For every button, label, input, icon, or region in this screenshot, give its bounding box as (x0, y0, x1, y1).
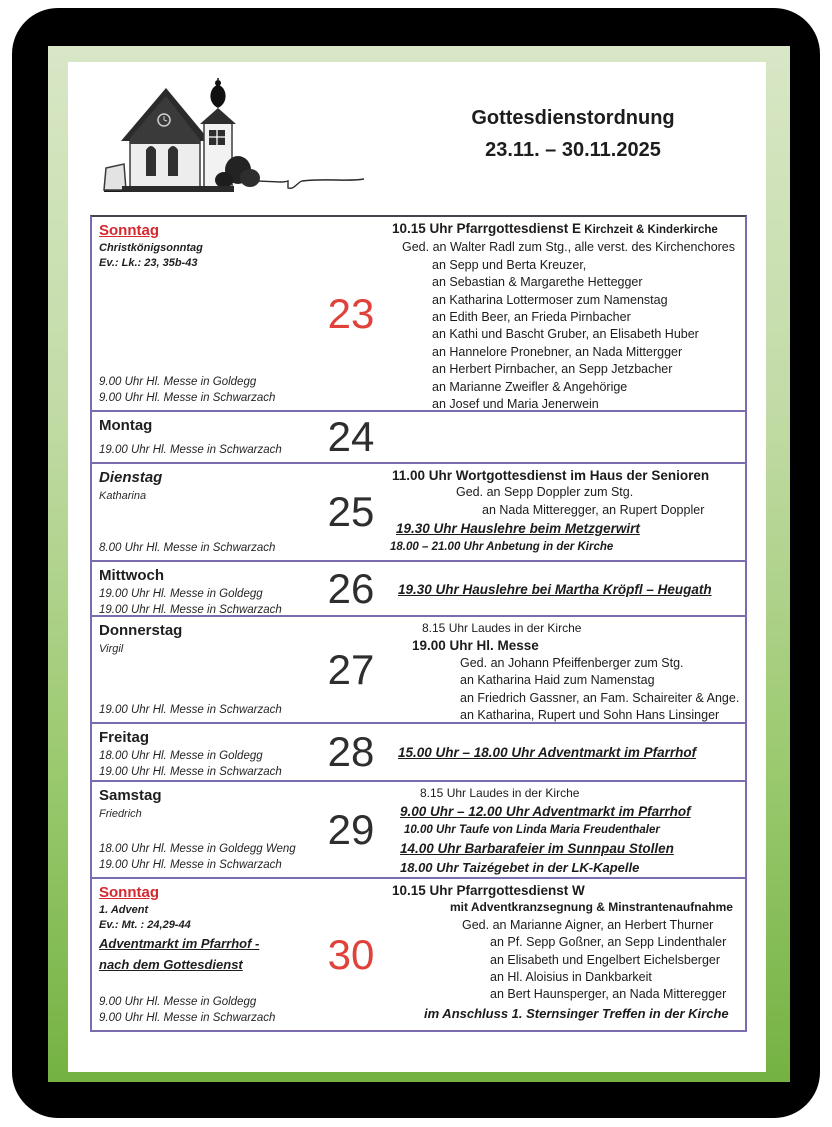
day-header-group (99, 728, 312, 748)
mass-time-line: 9.00 Uhr Hl. Messe in Goldegg (99, 995, 257, 1008)
title-line-2: 23.11. – 30.11.2025 (485, 139, 661, 161)
day-note: Ev.: Mt. : 24,29-44 (99, 919, 191, 932)
service-line-suffix: Kirchzeit & Kinderkirche (581, 224, 718, 236)
services-cell (388, 724, 745, 780)
service-line: 19.30 Uhr Hauslehre beim Metzgerwirt (396, 521, 640, 537)
day-header-group (99, 221, 312, 272)
day-label: Freitag (99, 729, 150, 746)
mass-time-line: 19.00 Uhr Hl. Messe in Goldegg (99, 587, 263, 600)
bulletin-page (68, 62, 766, 1072)
service-line: 10.15 Uhr Pfarrgottesdienst E Kirchzeit & Kinderkirche (392, 221, 718, 236)
service-line: mit Adventkranzsegnung & Minstrantenaufnahme (450, 900, 733, 915)
mass-time-line: 9.00 Uhr Hl. Messe in Schwarzach (99, 1011, 276, 1024)
day-number: 26 (327, 564, 375, 612)
service-line: 10.15 Uhr Pfarrgottesdienst W (392, 883, 585, 898)
day-cell (92, 782, 314, 877)
service-line: Ged. an Sepp Doppler zum Stg. (456, 485, 634, 500)
day-header-group (99, 416, 312, 436)
mass-times-group (99, 702, 312, 718)
day-number: 25 (327, 488, 375, 535)
services-cell (388, 617, 745, 722)
service-line: an Edith Beer, an Frieda Pirnbacher (432, 310, 631, 325)
day-note: Christkönigsonntag (99, 241, 203, 254)
mass-time-line: 9.00 Uhr Hl. Messe in Schwarzach (99, 391, 276, 404)
day-header-group (99, 883, 312, 976)
day-note: Katharina (99, 489, 147, 502)
day-cell (92, 562, 314, 615)
mass-times-group (99, 374, 312, 406)
day-cell (92, 724, 314, 780)
day-number: 28 (327, 728, 375, 775)
service-line: an Nada Mitteregger, an Rupert Doppler (482, 502, 705, 517)
service-line: 9.00 Uhr – 12.00 Uhr Adventmarkt im Pfarrhof (400, 804, 691, 820)
day-number: 24 (327, 413, 375, 460)
services-cell (388, 782, 745, 877)
mass-time-line: 19.00 Uhr Hl. Messe in Schwarzach (99, 603, 282, 616)
day-note: Friedrich (99, 807, 142, 820)
table-row (92, 464, 745, 562)
service-line: an Sebastian & Margarethe Hettegger (432, 275, 643, 290)
service-line: 19.00 Uhr Hl. Messe (412, 638, 539, 654)
service-line: an Kathi und Bascht Gruber, an Elisabeth Huber (432, 327, 699, 342)
services-cell (388, 879, 745, 1030)
service-line: 14.00 Uhr Barbarafeier im Sunnpau Stollen (400, 841, 674, 857)
day-note: nach dem Gottesdienst (99, 957, 243, 973)
mass-time-line: 18.00 Uhr Hl. Messe in Goldegg Weng (99, 842, 296, 855)
service-line: an Pf. Sepp Goßner, an Sepp Lindenthaler (490, 935, 727, 950)
day-header-group (99, 566, 312, 586)
day-cell (92, 879, 314, 1030)
table-row (92, 412, 745, 464)
service-line: an Bert Haunsperger, an Nada Mitteregger (490, 987, 727, 1002)
day-number: 27 (327, 645, 375, 693)
table-row (92, 217, 745, 412)
mass-time-line: 8.00 Uhr Hl. Messe in Schwarzach (99, 541, 276, 554)
service-line: an Sepp und Berta Kreuzer, (432, 257, 587, 272)
mass-times-group (99, 442, 312, 458)
mass-time-line: 9.00 Uhr Hl. Messe in Goldegg (99, 375, 257, 388)
service-line: an Marianne Zweifler & Angehörige (432, 379, 628, 394)
service-line: 8.15 Uhr Laudes in der Kirche (420, 786, 580, 800)
service-line: 10.00 Uhr Taufe von Linda Maria Freudenthaler (404, 824, 660, 837)
day-label: Sonntag (99, 222, 159, 239)
service-line: Ged. an Marianne Aigner, an Herbert Thurner (462, 917, 714, 932)
mass-times-group (99, 586, 312, 618)
day-note: Virgil (99, 642, 124, 655)
schedule-table (90, 215, 747, 1032)
day-header-group (99, 468, 312, 504)
service-line: 19.30 Uhr Hauslehre bei Martha Kröpfl – Heugath (398, 581, 712, 597)
services-cell (388, 562, 745, 615)
day-note: 1. Advent (99, 903, 149, 916)
day-label: Sonntag (99, 884, 159, 901)
service-line: 18.00 Uhr Taizégebet in der LK-Kapelle (400, 860, 640, 876)
service-line: an Hl. Aloisius in Dankbarkeit (490, 970, 652, 985)
day-number: 23 (327, 289, 375, 337)
mass-times-group (99, 994, 312, 1026)
day-cell (92, 617, 314, 722)
service-line: an Elisabeth und Engelbert Eichelsberger (490, 952, 721, 967)
service-line: an Katharina, Rupert und Sohn Hans Linsinger (460, 708, 720, 722)
day-header-group (99, 786, 312, 822)
service-line: an Katharina Haid zum Namenstag (460, 673, 655, 688)
service-line: an Herbert Pirnbacher, an Sepp Jetzbacher (432, 362, 673, 377)
service-line: an Katharina Lottermoser zum Namenstag (432, 292, 668, 307)
day-note: Adventmarkt im Pfarrhof - (99, 936, 260, 952)
title-line-1: Gottesdienstordnung (471, 107, 675, 129)
day-label: Donnerstag (99, 622, 183, 639)
table-row (92, 617, 745, 724)
mass-time-line: 19.00 Uhr Hl. Messe in Schwarzach (99, 765, 282, 778)
day-number: 30 (327, 930, 375, 978)
day-label: Montag (99, 417, 153, 434)
service-line: Ged. an Johann Pfeiffenberger zum Stg. (460, 655, 684, 670)
table-row (92, 724, 745, 782)
service-line: im Anschluss 1. Sternsinger Treffen in der Kirche (424, 1005, 729, 1021)
mass-time-line: 19.00 Uhr Hl. Messe in Schwarzach (99, 703, 282, 716)
mass-time-line: 18.00 Uhr Hl. Messe in Goldegg (99, 749, 263, 762)
services-cell (388, 217, 745, 410)
mass-time-line: 19.00 Uhr Hl. Messe in Schwarzach (99, 443, 282, 456)
day-cell (92, 217, 314, 410)
day-cell (92, 464, 314, 560)
table-row (92, 562, 745, 617)
service-line: 15.00 Uhr – 18.00 Uhr Adventmarkt im Pfarrhof (398, 745, 697, 760)
day-number: 29 (327, 805, 375, 853)
service-line: 8.15 Uhr Laudes in der Kirche (422, 621, 582, 635)
day-label: Samstag (99, 787, 162, 804)
church-sketch-image (92, 78, 378, 210)
service-line: an Hannelore Pronebner, an Nada Mittergger (432, 344, 683, 359)
service-line: an Friedrich Gassner, an Fam. Schaireiter & Ange. (460, 690, 740, 705)
day-label: Dienstag (99, 469, 163, 486)
mass-time-line: 19.00 Uhr Hl. Messe in Schwarzach (99, 858, 282, 871)
day-header-group (99, 621, 312, 657)
service-line: an Josef und Maria Jenerwein (432, 397, 599, 410)
document-title (413, 102, 733, 166)
service-line: 18.00 – 21.00 Uhr Anbetung in der Kirche (390, 541, 614, 554)
mass-times-group (99, 841, 312, 873)
service-line: 11.00 Uhr Wortgottesdienst im Haus der Senioren (392, 468, 710, 483)
mass-times-group (99, 540, 312, 556)
mass-times-group (99, 748, 312, 780)
day-label: Mittwoch (99, 567, 164, 584)
services-cell (388, 412, 745, 462)
day-note: Ev.: Lk.: 23, 35b-43 (99, 257, 198, 270)
table-row (92, 879, 745, 1030)
table-row (92, 782, 745, 879)
day-cell (92, 412, 314, 462)
service-line: Ged. an Walter Radl zum Stg., alle verst. des Kirchenchores (402, 240, 736, 255)
services-cell (388, 464, 745, 560)
